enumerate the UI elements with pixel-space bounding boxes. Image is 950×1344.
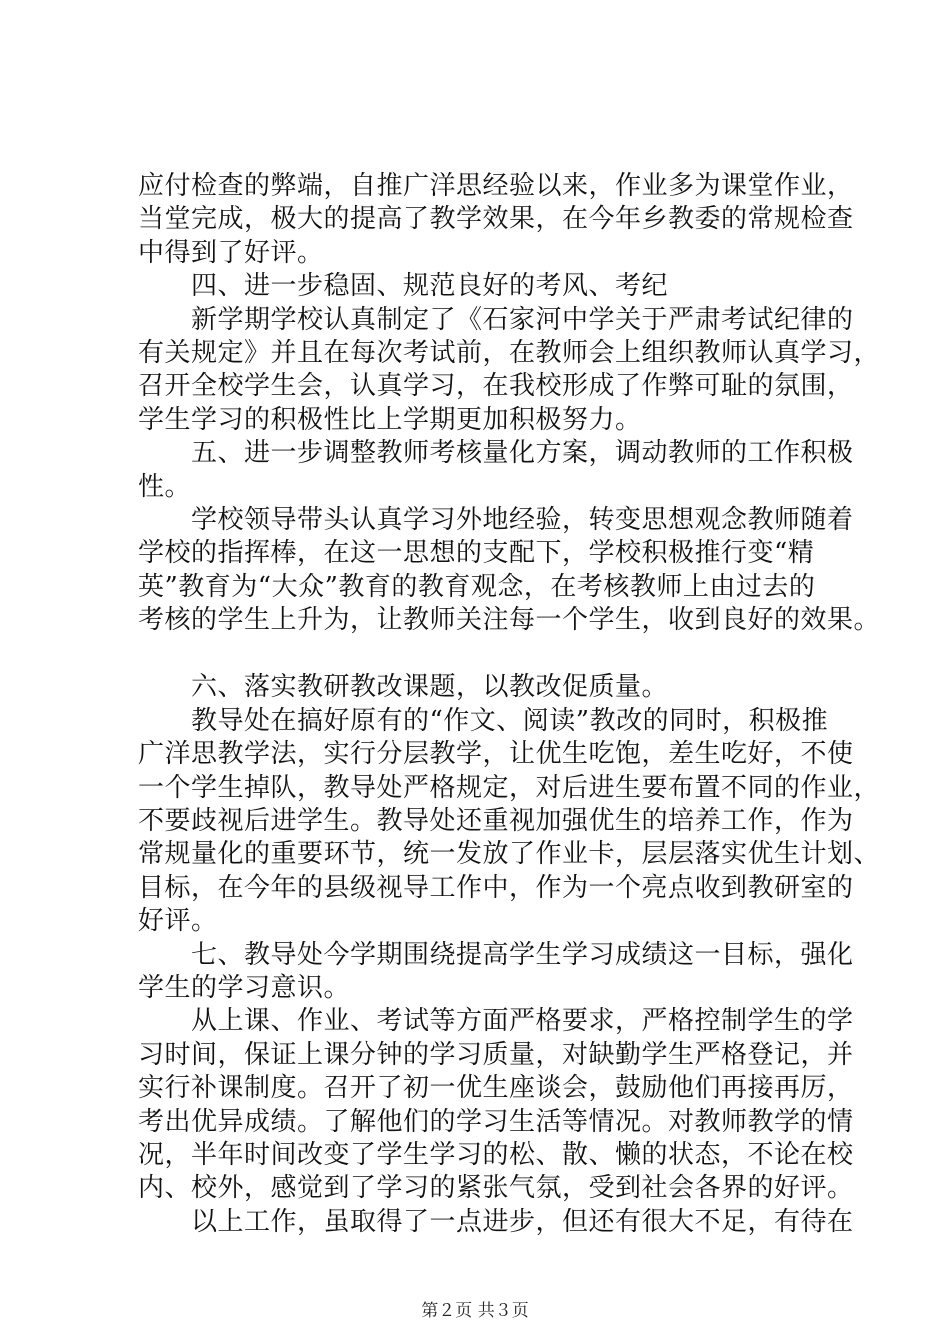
text-line: 七、教导处今学期围绕提高学生学习成绩这一目标，强化 bbox=[138, 939, 854, 970]
text-line: 召开全校学生会，认真学习，在我校形成了作弊可耻的氛围， bbox=[138, 371, 854, 402]
text-line: 一个学生掉队，教导处严格规定，对后进生要布置不同的作业， bbox=[138, 772, 881, 803]
text-line: 学校的指挥棒，在这一思想的支配下，学校积极推行变“精 bbox=[138, 538, 815, 569]
text-line: 新学期学校认真制定了《石家河中学关于严肃考试纪律的 bbox=[138, 304, 854, 335]
text-line: 应付检查的弊端，自推广洋思经验以来，作业多为课堂作业， bbox=[138, 171, 854, 201]
text-line: 五、进一步调整教师考核量化方案，调动教师的工作积极 bbox=[138, 438, 854, 469]
text-line: 以上工作，虽取得了一点进步，但还有很大不足，有待在 bbox=[138, 1206, 854, 1237]
text-line: 性。 bbox=[138, 471, 192, 502]
text-line: 实行补课制度。召开了初一优生座谈会，鼓励他们再接再厉， bbox=[138, 1073, 854, 1104]
text-line: 英”教育为“大众”教育的教育观念，在考核教师上由过去的 bbox=[138, 571, 816, 602]
text-line: 六、落实教研教改课题，以教改促质量。 bbox=[138, 672, 669, 703]
text-line: 内、校外，感觉到了学习的紧张气氛，受到社会各界的好评。 bbox=[138, 1173, 854, 1204]
text-line: 况，半年时间改变了学生学习的松、散、懒的状态，不论在校 bbox=[138, 1139, 854, 1170]
text-line: 学校领导带头认真学习外地经验，转变思想观念教师随着 bbox=[138, 504, 854, 535]
text-line: 广洋思教学法，实行分层教学，让优生吃饱，差生吃好，不使 bbox=[138, 739, 854, 770]
text-line: 有关规定》并且在每次考试前，在教师会上组织教师认真学习， bbox=[138, 337, 881, 368]
text-line: 学生的学习意识。 bbox=[138, 972, 351, 1003]
text-line: 常规量化的重要环节，统一发放了作业卡，层层落实优生计划、 bbox=[138, 839, 881, 870]
paragraph-gap bbox=[138, 637, 850, 671]
text-line: 考出优异成绩。了解他们的学习生活等情况。对教师教学的情 bbox=[138, 1106, 854, 1137]
text-line: 教导处在搞好原有的“作文、阅读”教改的同时，积极推 bbox=[138, 705, 829, 736]
page-footer: 第２页 共３页 bbox=[421, 1301, 529, 1321]
text-line: 好评。 bbox=[138, 906, 218, 937]
text-line: 从上课、作业、考试等方面严格要求，严格控制学生的学 bbox=[138, 1006, 854, 1037]
text-line: 不要歧视后进学生。教导处还重视加强优生的培养工作，作为 bbox=[138, 806, 854, 837]
text-line: 目标，在今年的县级视导工作中，作为一个亮点收到教研室的 bbox=[138, 872, 854, 903]
text-line: 考核的学生上升为，让教师关注每一个学生，收到良好的效果。 bbox=[138, 605, 881, 636]
text-line: 中得到了好评。 bbox=[138, 237, 324, 268]
text-line: 习时间，保证上课分钟的学习质量，对缺勤学生严格登记，并 bbox=[138, 1039, 854, 1070]
text-line: 四、进一步稳固、规范良好的考风、考纪 bbox=[138, 271, 669, 302]
text-line: 当堂完成，极大的提高了教学效果，在今年乡教委的常规检查 bbox=[138, 204, 854, 235]
document-body bbox=[138, 170, 881, 1239]
text-line: 学生学习的积极性比上学期更加积极努力。 bbox=[138, 404, 642, 435]
